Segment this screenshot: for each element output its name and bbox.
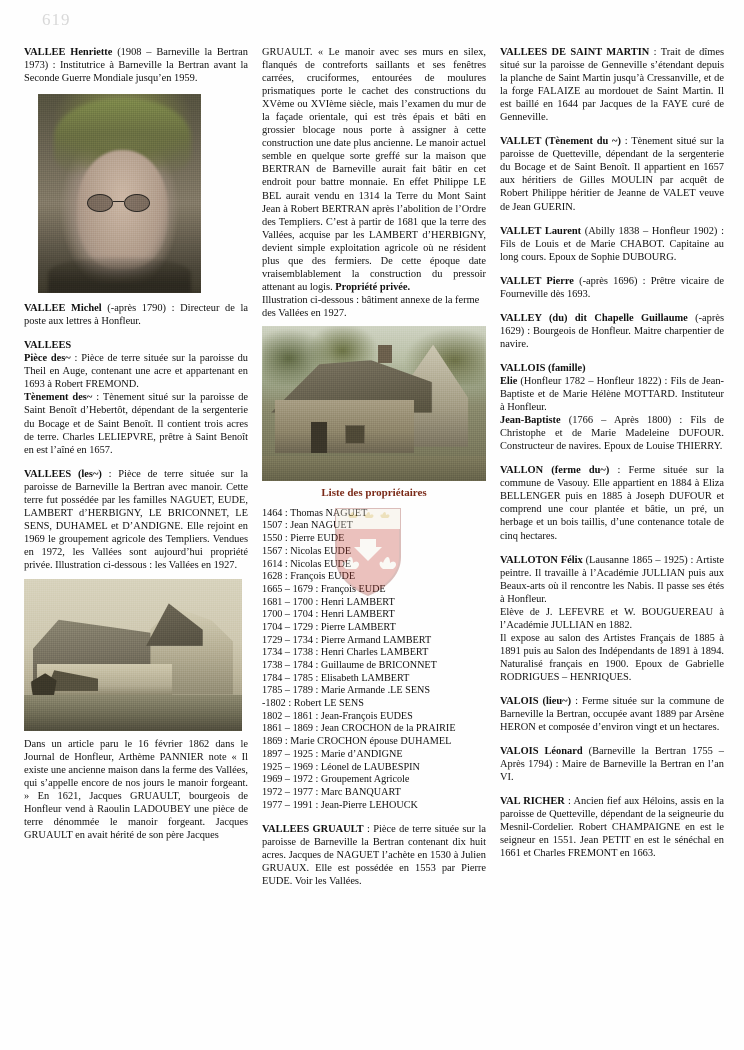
entry-vallee-michel xyxy=(24,302,248,328)
entry-head: VALLET (Tènement du ~) xyxy=(500,136,621,148)
list-item: 1734 – 1738 : Henri Charles LAMBERT xyxy=(262,647,429,659)
entry-body: : Tènement situé sur la paroisse de Saint Benoît d’Hebertôt, dépendant de la sergenterie du Bocage et de Saint Benoît. Il contient trois acres de terre. Charles LELIEPVRE, prêtre à Saint Benoît en est l’aîné en 1657. xyxy=(24,392,249,456)
entry-body: : Trait de dîmes situé sur la paroisse de Genneville s’étendant depuis la planche de Saint Martin jusqu’à Cressanville, et de la forge FALAIZE au mordouet de Saint Martin. Il est baillé en 1644 par Jacques de la FAYE curé de Genneville. xyxy=(500,47,724,124)
entry-head: VALLEE Michel xyxy=(24,303,102,315)
list-item: 1681 – 1700 : Henri LAMBERT xyxy=(262,596,395,608)
entry-body: : Tènement situé sur la paroisse de Quetteville, dépendant de la sergenterie du Bocage et de Saint Benoît. Il appartient en 1657 aux héritiers de Gilles MOULIN par acquêt de Robert Philippe héritier de Jeanne de VALET veuve de Jean GUERIN. xyxy=(500,136,724,213)
entry-body: (1908 – Barneville la Bertran 1973) : Institutrice à Barneville la Bertran avant la Seconde Guerre Mondiale jusqu’en 1959. xyxy=(24,47,248,85)
list-item: 1925 – 1969 : Léonel de LAUBESPIN xyxy=(262,761,420,773)
entry-vallees-gruault xyxy=(262,823,486,888)
list-item: 1785 – 1789 : Marie Armande .LE SENS xyxy=(262,685,431,697)
column-right xyxy=(500,46,724,1031)
entry-vallees-tenement-des xyxy=(24,391,248,456)
entry-vallois-jean-baptiste xyxy=(500,414,724,453)
list-item: 1464 : Thomas NAGUET xyxy=(262,507,368,519)
paragraph-manoir-forgeant: Dans un article paru le 16 février 1862 dans le Journal de Honfleur, Arthème PANNIER note « Il existe une ancienne maison dans la ferme des Vallées, qui s’appelle encore de nos jours le manoir forgeant. » En 1621, Jacques GRUAULT, bourgeois de Honfleur vend à Raoulin LADOUBEY une pièce de terre dénommée le manoir forgeant. Jacques GRUAULT en avait hérité de son père Jacques xyxy=(24,739,248,842)
entry-vallee-henriette xyxy=(24,46,248,85)
list-item: -1802 : Robert LE SENS xyxy=(262,698,364,710)
entry-head: VALLEES GRUAULT xyxy=(262,824,364,836)
entry-valois-lieu xyxy=(500,695,724,734)
entry-vallees-piece-des xyxy=(24,352,248,391)
illustration-note: Illustration ci-dessous : bâtiment annexe de la ferme des Vallées en 1927. xyxy=(262,294,480,319)
entry-head: VALLEE Henriette xyxy=(24,47,113,58)
entry-head: VALLET Laurent xyxy=(500,225,582,237)
entry-body: (-après 1790) : Directeur de la poste aux lettres à Honfleur. xyxy=(24,303,248,328)
page-number: 619 xyxy=(42,10,71,29)
entry-val-richer xyxy=(500,795,724,860)
list-item: 1969 – 1972 : Groupement Agricole xyxy=(262,774,410,786)
list-item: 1614 : Nicolas EUDE xyxy=(262,558,352,570)
list-item: 1897 – 1925 : Marie d’ANDIGNE xyxy=(262,748,403,760)
entry-valley-du-dit-chapelle-guillaume xyxy=(500,312,724,351)
list-item: 1550 : Pierre EUDE xyxy=(262,533,345,545)
list-item: 1729 – 1734 : Pierre Armand LAMBERT xyxy=(262,634,432,646)
list-item: 1977 – 1991 : Jean-Pierre LEHOUCK xyxy=(262,799,418,811)
list-item: 1869 : Marie CROCHON épouse DUHAMEL xyxy=(262,736,452,748)
entry-body: : Ancien fief aux Héloins, assis en la paroisse de Quetteville, dépendant de la seigneurie du Mesnil-Cordelier. Robert CHAMPAIGNE en est le seigneur en 1551. Jean PETIT en est le sénéchal en 1661 et Charles FREMONT en 1663. xyxy=(500,796,724,860)
entry-valloton-felix xyxy=(500,554,724,606)
entry-head: VALLOTON Félix xyxy=(500,554,583,566)
entry-body: (Abilly 1838 – Honfleur 1902) : Fils de Louis et de Marie CHABOT. Capitaine au long cours. Epoux de Sophie DUBOURG. xyxy=(500,225,724,263)
entry-valois-leonard xyxy=(500,745,724,784)
list-item: 1700 – 1704 : Henri LAMBERT xyxy=(262,609,395,621)
entry-vallet-tenement-du xyxy=(500,135,724,213)
entry-head: VALOIS (lieu~) xyxy=(500,696,572,708)
entry-head: VALLEES xyxy=(24,340,72,352)
entry-head: Jean-Baptiste xyxy=(500,415,561,427)
column-middle xyxy=(262,46,486,1031)
entry-head: Elie xyxy=(500,375,518,387)
photo-batiment-annexe-ferme-des-vallees-1927 xyxy=(262,326,486,481)
entry-valloton-felix-suite-1: Elève de J. LEFEVRE et W. BOUGUEREAU à l’Académie JULLIAN en 1882. xyxy=(500,606,724,631)
propriete-privee-bold: Propriété privée. xyxy=(335,281,411,293)
entry-body: : Pièce de terre située sur la paroisse de Barneville la Bertran avec manoir. Cette terre fut possédée par les familles NAGUET, EUDE, LAMBERT d’HERBIGNY, LE BRICONNET, LE SENS, DUHAMEL et D’ANDIGNE. Elle rejoint en 1969 le groupement agricole des Templiers. Vendues en 1972, les Vallées sont aujourd’hui propriété privée. Illustration ci-dessous : les Vallées en 1927. xyxy=(24,468,248,571)
entry-vallees-title xyxy=(24,339,248,352)
entry-body: (Barneville la Bertran 1755 – Après 1794) : Maire de Barneville la Bertran en l’an VI. xyxy=(500,746,724,784)
entry-body: : Ferme située sur la commune de Vasouy. Elle appartient en 1884 à Eliza BELLENGER puis en 1885 à Joseph DUFOUR et comprend une cour plantée et bâtie, un pré, un herbage et un bois taillis, d’une contenance totale de cinq hectares. xyxy=(500,465,724,542)
entry-vallet-pierre xyxy=(500,275,724,301)
list-item: 1784 – 1785 : Elisabeth LAMBERT xyxy=(262,672,410,684)
entry-head: VALLON (ferme du~) xyxy=(500,465,610,477)
paragraph-text: GRUAULT. « Le manoir avec ses murs en silex, flanqués de contreforts saillants et ses fenêtres carrées, cruciformes, entourées de moulures prismatiques porte le cachet des constructions du XVème ou XVIème siècle, mais l’examen du mur de la façade orientale, qui est très épais et bâti en grossier blocage nous porte à assigner à cette construction une date plus ancienne. Le manoir actuel semble en quelque sorte greffé sur la maison que BERTRAN de Barneville aurait fait bâtir en cet endroit pour battre monnaie. En effet Philippe LE BEL aurait vendu en 1314 la Terre du Mont Saint Jean à Robert BERTRAN après l’abolition de l’Ordre des Templiers. C’est à partir de 1681 que la terre des Vallées, acquise par les LAMBERT d’HERBIGNY, devient simple exploitation agricole où ne résident plus que des fermiers. De cette époque date vraisemblablement la construction du pressoir attenant au logis. xyxy=(262,47,486,293)
entry-head: VAL RICHER xyxy=(500,796,565,808)
entry-body: : Ferme située sur la commune de Barneville la Bertran, occupée avant 1889 par Arsène HERON et composée d’environ vingt et un hectares. xyxy=(500,696,724,734)
entry-head: Tènement des~ xyxy=(24,392,93,404)
list-item: 1802 – 1861 : Jean-François EUDES xyxy=(262,710,413,722)
entry-head: VALLEY (du) dit Chapelle Guillaume xyxy=(500,312,688,324)
entry-head: VALLOIS (famille) xyxy=(500,362,586,374)
entry-head: VALOIS Léonard xyxy=(500,746,583,758)
list-item: 1861 – 1869 : Jean CROCHON de la PRAIRIE xyxy=(262,723,456,735)
entry-vallois-elie xyxy=(500,375,724,414)
entry-head: VALLEES DE SAINT MARTIN xyxy=(500,47,650,58)
list-item: 1628 : François EUDE xyxy=(262,571,356,583)
entry-body: : Pièce de terre située sur la paroisse de Barneville la Bertran contenant dix huit acres. Jacques de NAGUET l’achète en 1530 à Julien GRUAUX. Elle est possédée en 1553 par Pierre EUDE. Voir les Vallées. xyxy=(262,824,486,888)
list-item: 1665 – 1679 : François EUDE xyxy=(262,583,386,595)
entry-vallees-de-saint-martin xyxy=(500,46,724,124)
list-item: 1567 : Nicolas EUDE xyxy=(262,545,352,557)
entry-body: (-après 1629) : Bourgeois de Honfleur. Maitre charpentier de navire. xyxy=(500,312,724,350)
photo-vallee-henriette xyxy=(38,94,201,293)
column-left xyxy=(24,46,248,1031)
list-item: 1972 – 1977 : Marc BANQUART xyxy=(262,786,401,798)
entry-vallon-ferme-du xyxy=(500,464,724,542)
entry-valloton-felix-suite-2: Il expose au salon des Artistes Français de 1885 à 1891 puis au Salon des Indépendants de 1891 à 1894. Naturalisé français en 1900. Epoux de Gabrielle RODRIGUES – HENRIQUES. xyxy=(500,632,724,683)
entry-body: (1766 – Après 1800) : Fils de Christophe et de Marie Madeleine DUFOUR. Constructeur de navires. Epoux de Louise THIERRY. xyxy=(500,415,724,453)
entry-vallois-famille xyxy=(500,362,724,375)
entry-vallees-les xyxy=(24,468,248,572)
photo-les-vallees-1927 xyxy=(24,579,242,731)
list-item: 1738 – 1784 : Guillaume de BRICONNET xyxy=(262,660,437,672)
entry-body: : Pièce de terre située sur la paroisse du Theil en Auge, contenant une acre et appartenant en 1693 à Robert FREMOND. xyxy=(24,353,248,391)
list-item: 1507 : Jean NAGUET xyxy=(262,520,353,532)
entry-body: (-après 1696) : Prêtre vicaire de Fourneville dès 1693. xyxy=(500,275,724,300)
entry-vallet-laurent xyxy=(500,225,724,264)
three-column-layout xyxy=(24,46,724,1031)
owners-list xyxy=(262,508,486,813)
entry-body: (Honfleur 1782 – Honfleur 1822) : Fils de Jean-Baptiste et de Marie Hélène MOTTARD. Instituteur à Honfleur. xyxy=(500,375,724,414)
entry-body: (Lausanne 1865 – 1925) : Artiste peintre. Il travaille à l’Académie JULLIAN puis aux Beaux-arts où il rencontre les Nabis. Il passe ses étés à Honfleur. xyxy=(500,554,724,605)
list-item: 1704 – 1729 : Pierre LAMBERT xyxy=(262,621,396,633)
paragraph-gruault-continuation xyxy=(262,46,486,294)
entry-head: VALLET Pierre xyxy=(500,275,574,287)
entry-head: Pièce des~ xyxy=(24,353,71,365)
entry-head: VALLEES (les~) xyxy=(24,468,102,480)
owners-list-title: Liste des propriétaires xyxy=(321,486,427,499)
